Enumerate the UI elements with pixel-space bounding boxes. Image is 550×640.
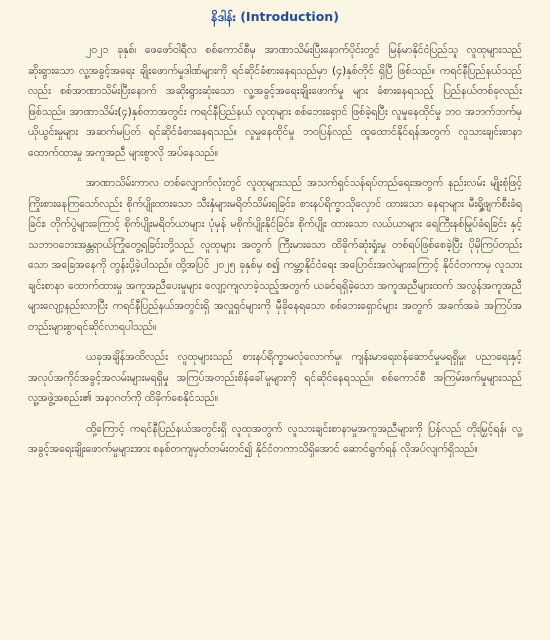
paragraph-2: အာဏာသိမ်းကာလ တစ်လျှောက်လုံးတွင် လူထုများသည် အသက်ရှင်သန်ရပ်တည်ရေးအတွက် နည်းလမ်း မျိုးစုံဖြင့် ကြိုးစားနေကြသော်လည်း စိုက်ပျိုးထားသော သီးနှံများမရိတ်သိမ်းရခြင်း၊ စားနပ်ရိက္ခာသိုလှောင် ထားသော နေရာများ မီးရှို့ဖျက်စီးခံရခြင်း၊ တိုက်ပွဲများကြောင့် စိုက်ပျိုးမရိတ်ယာများ ပုံမှန် မစိုက်ပျိုးနိုင်ခြင်း၊ စိုက်ပျိုး ထားသော လယ်ယာများ ရေကြီးနစ်မြုပ်ခံရခြင်း နှင့် သဘာဝဘေးအန္တရာယ်ကြုံတွေ့ရခြင်းတို့သည် လူထုများ အတွက် ကြီးမားသော ထိခိုက်ဆုံးရှုံးမှု တစ်ရပ်ဖြစ်စေခဲ့ပြီး ပိုမိုကြပ်တည်းသော အခြေအနေကို တွန်းပို့ခဲ့ပါသည်။ ထို့အပြင် ၂၀၂၅ ခုနှစ်မှ စ၍ ကမ္ဘာ့နိုင်ငံရေး အပြောင်းအလဲများကြောင့် နိုင်ငံတကာမှ လူသားချင်းစာနာ ထောက်ထားမှု အကူအညီပေးမှုများ လျော့ကျလာခဲ့သည့်အတွက် ယခင်ရရှိခဲ့သော အကူအညီများထက် အလွန်အကူအညီများလျော့နည်းလာပြီး ကရင်နီပြည်နယ်အတွင်းရှိ အလှူရှင်များကို မှီခိုနေရသော စစ်ဘေးရှောင်များ အတွက် အခက်အခဲ အကြပ်အတည်းများစွာရင်ဆိုင်လာရပါသည်။ xyxy=(28,177,522,333)
paragraph-4: ထို့ကြောင့် ကရင်နီပြည်နယ်အတွင်းရှိ လူထုအတွက် လူသားချင်းစာနာမှုအကူအညီများကို ပြန်လည် တိုးမြှင့်ရန်၊ လူ့အခွင့်အရေးချိုးဖောက်မှုများအား စနစ်တကျမှတ်တမ်းတင်၍ နိုင်ငံတကာသိရှိအောင် ဆောင်ရွက်ရန် လိုအပ်လျက်ရှိသည်။ xyxy=(28,422,522,455)
paragraph-3: ယခုအချိန်အထိလည်း လူထုများသည် စားနပ်ရိက္ခာမလုံလောက်မှု၊ ကျန်းမာရေးဝန်ဆောင်မှုမရရှိမှု၊ ပညာရေးနှင့် အလုပ်အကိုင်အခွင့်အလမ်းများမရရှိမှု အကြပ်အတည်းစိန်ခေါ်မှုများကို ရင်ဆိုင်နေရသည်။ စစ်ကောင်စီ အကြမ်းဖက်မှုများသည် လူ့အဖွဲ့အစည်း၏ အနာဂတ်ကို ထိခိုက်စေနိုင်သည်။ xyxy=(28,351,522,404)
paragraph-1: ၂၀၂၁ ခုနှစ်၊ ဖေဖော်ဝါရီလ စစ်ကောင်စီမှ အာဏာသိမ်းပြီးနောက်ပိုင်းတွင် မြန်မာနိုင်ငံပြည်သူ လူထုများသည် ဆိုးရွားသော လူ့အခွင့်အရေး ချိုးဖောက်မှုဒါဏ်များကို ရင်ဆိုင်ခံစားနေရသည်မှာ (၄)နှစ်တိုင် ရှိပြီ ဖြစ်သည်။ ကရင်နီပြည်နယ်သည်လည်း စစ်အာဏာသိမ်းပြီးနောက် အဆိုးရွားဆုံးသော လူ့အခွင့်အရေးချိုးဖောက်မှု များ ခံစားနေရသည့် ပြည်နယ်တစ်ခုလည်း ဖြစ်သည်။ အာဏာသိမ်း(၄)နှစ်တာအတွင်း ကရင်နီပြည်နယ် လူထုများ စစ်ဘေးရှောင် ဖြစ်ခဲ့ရပြီး လူမှုနေထိုင်မှု ဘဝ အဘက်ဘက်မှ ယိုယွင်းမှုများ အဆက်မပြတ် ရင်ဆိုင်ခံစားနေရသည်။ လူမှုနေထိုင်မှု ဘဝပြန်လည် ထူထောင်နိုင်ရန်အတွက် လူသားချင်းစာနာထောက်ထားမှု အကူအညီ များစွာလို အပ်နေသည်။ xyxy=(28,44,522,159)
document-title: နိဒါန်း (Introduction) xyxy=(211,9,339,24)
